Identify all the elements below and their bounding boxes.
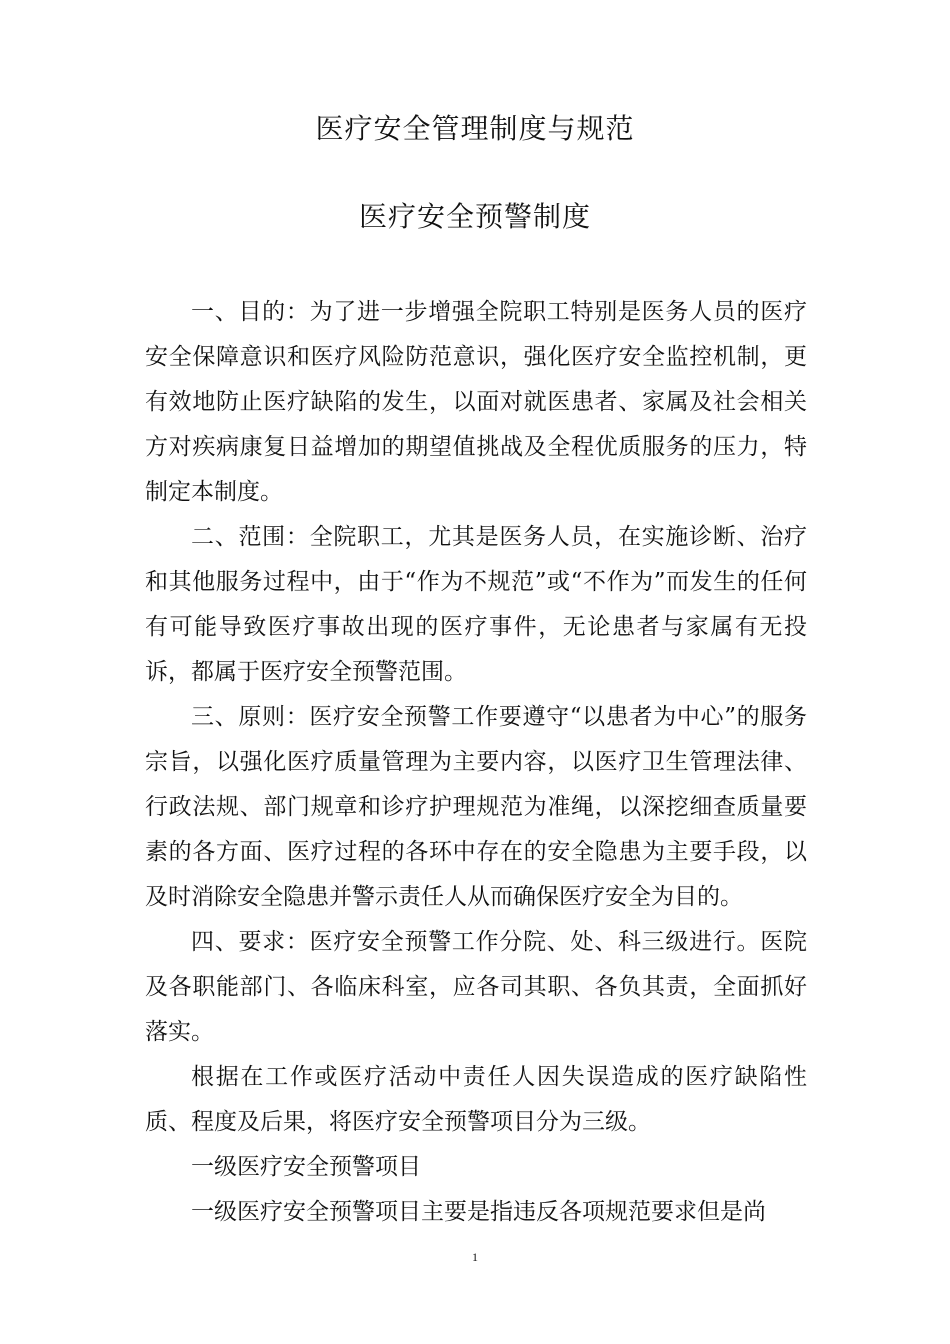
paragraph-principle: 三、原则：医疗安全预警工作要遵守“以患者为中心”的服务宗旨，以强化医疗质量管理为主要内容，以医疗卫生管理法律、行政法规、部门规章和诊疗护理规范为准绳，以深挖细查质量要素的各方面、医疗过程的各环中存在的安全隐患为主要手段，以及时消除安全隐患并警示责任人从而确保医疗安全为目的。 [145,704,807,910]
page-number: 1 [472,1250,478,1264]
section-heading-level-one: 一级医疗安全预警项目 [191,1154,421,1180]
paragraph-level-one-description: 一级医疗安全预警项目主要是指违反各项规范要求但是尚 [191,1199,766,1225]
paragraph-classification: 根据在工作或医疗活动中责任人因失误造成的医疗缺陷性质、程度及后果，将医疗安全预警项目分为三级。 [145,1064,807,1135]
document-subtitle: 医疗安全预警制度 [358,200,591,233]
document-body [145,290,807,1235]
paragraph-scope: 二、范围：全院职工，尤其是医务人员，在实施诊断、治疗和其他服务过程中，由于“作为不规范”或“不作为”而发生的任何有可能导致医疗事故出现的医疗事件，无论患者与家属有无投诉，都属于医疗安全预警范围。 [145,524,807,685]
paragraph-requirements: 四、要求：医疗安全预警工作分院、处、科三级进行。医院及各职能部门、各临床科室，应各司其职、各负其责，全面抓好落实。 [145,929,807,1045]
document-title: 医疗安全管理制度与规范 [315,112,635,145]
paragraph-purpose: 一、目的：为了进一步增强全院职工特别是医务人员的医疗安全保障意识和医疗风险防范意识，强化医疗安全监控机制，更有效地防止医疗缺陷的发生，以面对就医患者、家属及社会相关方对疾病康复日益增加的期望值挑战及全程优质服务的压力，特制定本制度。 [145,299,807,505]
